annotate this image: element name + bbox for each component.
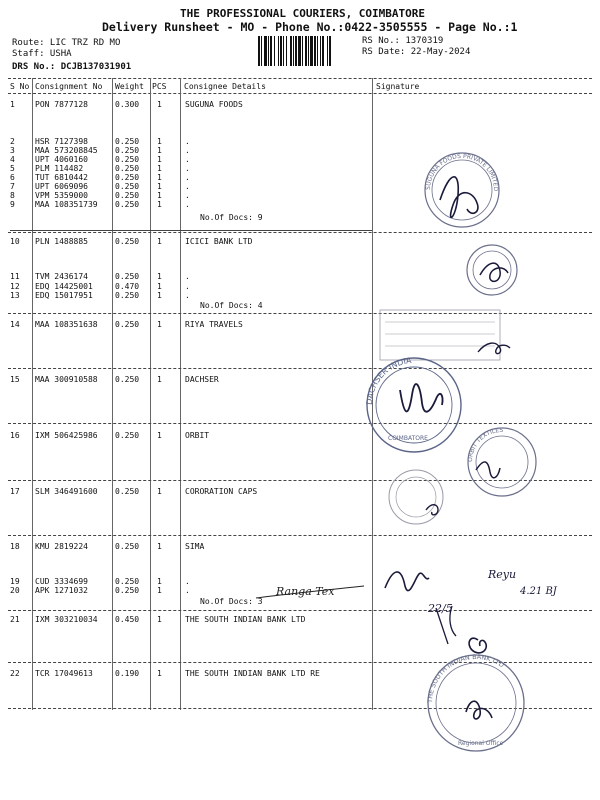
col-weight: Weight [115,82,144,91]
row-pcs: 1 [157,320,162,329]
row-consignment: APK 1271032 [35,586,88,595]
row-sno: 13 [10,291,20,300]
row-sno: 17 [10,487,20,496]
address-stamp [380,310,500,360]
row-consignment: SLM 346491600 [35,487,98,496]
row-pcs: 1 [157,487,162,496]
row-weight: 0.250 [115,137,140,146]
signature [478,343,510,354]
row-sno: 2 [10,137,15,146]
orbit-stamp [467,427,536,496]
row-consignee: . [185,577,190,586]
doc-count: No.Of Docs: 4 [200,301,263,310]
row-consignment: IXM 506425986 [35,431,98,440]
row-consignee: ORBIT [185,431,210,440]
row-consignment: EDQ 14425001 [35,282,93,291]
row-consignment: UPT 4060160 [35,155,88,164]
signature [400,384,443,412]
company-title: THE PROFESSIONAL COURIERS, COIMBATORE [180,7,426,20]
row-sno: 20 [10,586,20,595]
row-consignment: PLN 1488885 [35,237,88,246]
handwritten-number: 4.21 BJ [520,586,557,597]
row-pcs: 1 [157,577,162,586]
doc-count: No.Of Docs: 3 [200,597,263,606]
row-weight: 0.190 [115,669,140,678]
dachser-stamp [365,356,461,452]
row-consignment: KMU 2819224 [35,542,88,551]
rs-number: RS No.: 1370319 [362,36,444,46]
doc-count: No.Of Docs: 9 [200,213,263,222]
row-pcs: 1 [157,182,162,191]
row-consignee: . [185,137,190,146]
staff-label: Staff: USHA [12,49,72,59]
row-sno: 16 [10,431,20,440]
row-sno: 1 [10,100,15,109]
row-weight: 0.250 [115,487,140,496]
svg-text:ORBIT TEXTILES: ORBIT TEXTILES [466,426,504,463]
row-consignee: . [185,282,190,291]
row-weight: 0.250 [115,182,140,191]
row-sno: 14 [10,320,20,329]
svg-text:Regional Office: Regional Office [458,740,504,747]
row-pcs: 1 [157,431,162,440]
row-pcs: 1 [157,155,162,164]
row-weight: 0.250 [115,173,140,182]
row-consignee: . [185,291,190,300]
row-consignment: VPM 5359000 [35,191,88,200]
col-consignee: Consignee Details [184,82,266,91]
row-pcs: 1 [157,272,162,281]
row-pcs: 1 [157,137,162,146]
row-weight: 0.250 [115,586,140,595]
row-weight: 0.250 [115,291,140,300]
row-sno: 6 [10,173,15,182]
row-pcs: 1 [157,200,162,209]
signature [469,638,486,653]
row-pcs: 1 [157,100,162,109]
svg-text:DACHSER INDIA: DACHSER INDIA [364,356,413,406]
row-weight: 0.250 [115,577,140,586]
row-pcs: 1 [157,375,162,384]
svg-text:THE SOUTH INDIAN BANK LTD: THE SOUTH INDIAN BANK LTD [425,652,506,704]
row-weight: 0.250 [115,164,140,173]
route-label: Route: LIC TRZ RD MO [12,38,121,48]
row-weight: 0.250 [115,320,140,329]
drs-number: DRS No.: DCJB137031901 [12,62,132,72]
row-sno: 19 [10,577,20,586]
row-consignee: . [185,182,190,191]
row-pcs: 1 [157,669,162,678]
signature [466,701,492,719]
row-consignee: ICICI BANK LTD [185,237,253,246]
row-weight: 0.250 [115,200,140,209]
svg-text:COIMBATORE: COIMBATORE [388,435,428,442]
row-weight: 0.300 [115,100,140,109]
handwritten-note: Reyu [488,568,517,581]
row-consignment: CUD 3334699 [35,577,88,586]
faded-stamp [389,470,443,524]
row-weight: 0.250 [115,191,140,200]
row-consignee: SIMA [185,542,205,551]
col-sno: S No [10,82,30,91]
row-consignment: TVM 2436174 [35,272,88,281]
ranga-tex-note: Ranga Tex [276,585,335,598]
row-consignment: PLM 114482 [35,164,84,173]
row-sno: 15 [10,375,20,384]
col-consignment: Consignment No [35,82,103,91]
row-weight: 0.250 [115,237,140,246]
row-consignment: MAA 300910588 [35,375,98,384]
row-pcs: 1 [157,173,162,182]
row-consignment: PON 7877128 [35,100,88,109]
row-pcs: 1 [157,615,162,624]
row-sno: 22 [10,669,20,678]
row-sno: 11 [10,272,20,281]
row-sno: 7 [10,182,15,191]
signature [385,572,429,591]
row-consignee: RIYA TRAVELS [185,320,243,329]
row-consignee: . [185,173,190,182]
row-consignment: IXM 303210034 [35,615,98,624]
row-consignment: UPT 6069096 [35,182,88,191]
row-consignee: . [185,155,190,164]
runsheet-title: Delivery Runsheet - MO - Phone No.:0422-3505555 - Page No.:1 [102,20,518,34]
row-consignee: . [185,164,190,173]
row-weight: 0.470 [115,282,140,291]
col-pcs: PCS [152,82,167,91]
row-consignee: DACHSER [185,375,219,384]
row-sno: 21 [10,615,20,624]
row-sno: 10 [10,237,20,246]
col-signature: Signature [376,82,420,91]
row-consignee: SUGUNA FOODS [185,100,243,109]
row-weight: 0.250 [115,155,140,164]
row-weight: 0.450 [115,615,140,624]
row-sno: 12 [10,282,20,291]
company-stamp [425,153,499,227]
row-weight: 0.250 [115,146,140,155]
row-weight: 0.250 [115,272,140,281]
row-sno: 3 [10,146,15,155]
row-consignment: MAA 573208845 [35,146,98,155]
row-pcs: 1 [157,237,162,246]
row-sno: 5 [10,164,15,173]
row-consignment: MAA 108351638 [35,320,98,329]
row-consignee: . [185,191,190,200]
row-consignment: TCR 17049613 [35,669,93,678]
row-consignee: CORORATION CAPS [185,487,258,496]
rs-date: RS Date: 22-May-2024 [362,47,471,57]
row-pcs: 1 [157,282,162,291]
row-consignment: EDQ 15017951 [35,291,93,300]
row-pcs: 1 [157,291,162,300]
row-weight: 0.250 [115,375,140,384]
row-sno: 4 [10,155,15,164]
row-pcs: 1 [157,164,162,173]
row-sno: 9 [10,200,15,209]
date-note: 22/5 [428,602,453,615]
row-sno: 8 [10,191,15,200]
row-pcs: 1 [157,586,162,595]
row-weight: 0.250 [115,431,140,440]
row-consignee: THE SOUTH INDIAN BANK LTD RE [185,669,320,678]
row-consignee: THE SOUTH INDIAN BANK LTD [185,615,306,624]
row-pcs: 1 [157,542,162,551]
row-consignee: . [185,586,190,595]
row-consignment: MAA 108351739 [35,200,98,209]
row-weight: 0.250 [115,542,140,551]
row-consignment: HSR 7127398 [35,137,88,146]
row-consignee: . [185,146,190,155]
row-pcs: 1 [157,191,162,200]
row-sno: 18 [10,542,20,551]
row-consignment: TUT 6810442 [35,173,88,182]
signature [440,177,478,218]
signature [480,263,508,281]
row-pcs: 1 [157,146,162,155]
row-consignee: . [185,200,190,209]
row-consignee: . [185,272,190,281]
svg-text:SUGUNA FOODS PRIVATE LIMITED: SUGUNA FOODS PRIVATE LIMITED [424,152,500,192]
